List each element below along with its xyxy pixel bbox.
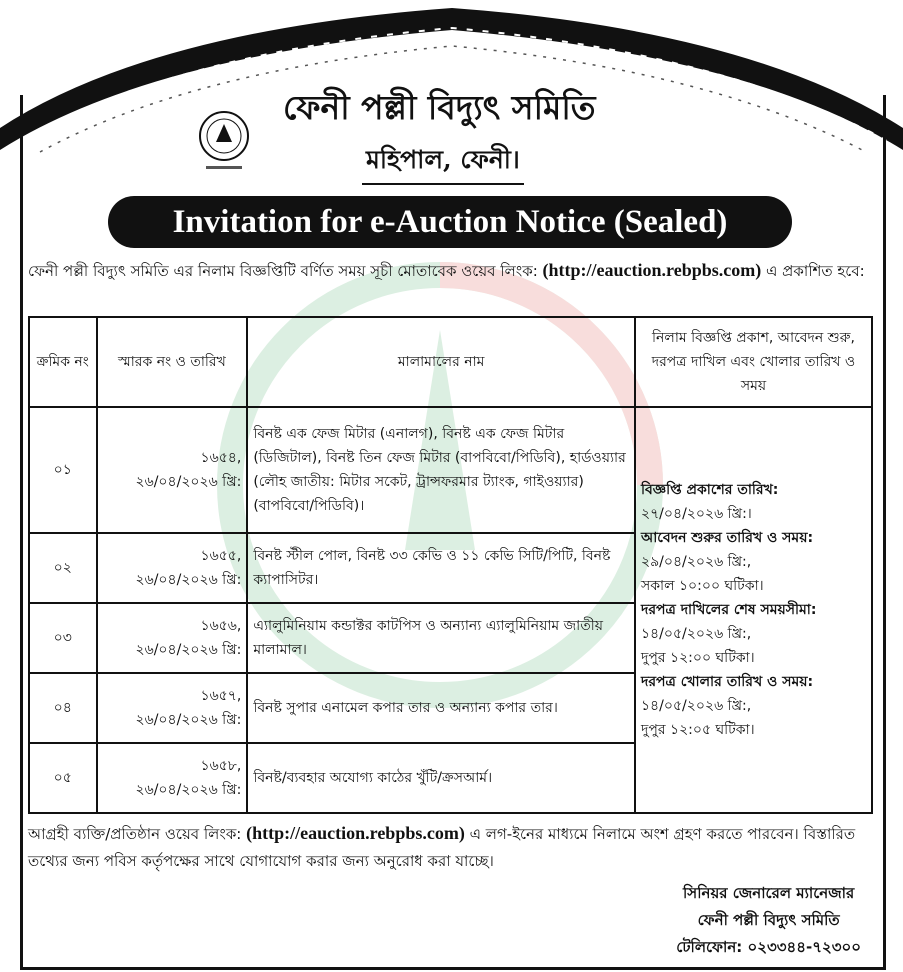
memo-date: ২৬/০৪/২০২৬ খ্রি: bbox=[135, 572, 242, 588]
apply-date: ২৯/০৪/২০২৬ খ্রি:, bbox=[640, 554, 752, 570]
auction-table bbox=[28, 316, 873, 814]
memo-date: ২৬/০৪/২০২৬ খ্রি: bbox=[135, 782, 242, 798]
open-date: ১৪/০৫/২০২৬ খ্রি:, bbox=[640, 698, 752, 714]
publish-date: ২৭/০৪/২০২৬ খ্রি:। bbox=[640, 506, 752, 522]
submit-date: ১৪/০৫/২০২৬ খ্রি:, bbox=[640, 626, 752, 642]
row-memo bbox=[97, 743, 248, 813]
row-memo bbox=[97, 603, 248, 673]
table-header-row bbox=[29, 317, 872, 407]
open-label: দরপত্র খোলার তারিখ ও সময়: bbox=[640, 674, 814, 690]
org-location: মহিপাল, ফেনী। bbox=[362, 140, 524, 185]
seal-logo bbox=[196, 108, 252, 174]
org-title: ফেনী পল্লী বিদ্যুৎ সমিতি bbox=[283, 88, 596, 127]
header-serial: ক্রমিক নং bbox=[29, 317, 97, 407]
notice-banner: Invitation for e-Auction Notice (Sealed) bbox=[108, 196, 792, 248]
row-memo bbox=[97, 533, 248, 603]
memo-date: ২৬/০৪/২০২৬ খ্রি: bbox=[135, 474, 242, 490]
row-serial: ০১ bbox=[29, 407, 97, 533]
memo-no: ১৬৫৬, bbox=[200, 618, 242, 634]
signature-title: সিনিয়র জেনারেল ম্যানেজার bbox=[683, 884, 855, 902]
memo-date: ২৬/০৪/২০২৬ খ্রি: bbox=[135, 642, 242, 658]
row-items: বিনষ্ট সুপার এনামেল কপার তার ও অন্যান্য কপার তার। bbox=[247, 673, 635, 743]
open-time: দুপুর ১২:০৫ ঘটিকা। bbox=[640, 722, 755, 738]
table-row bbox=[29, 407, 872, 533]
row-memo bbox=[97, 407, 248, 533]
auction-link[interactable]: (http://eauction.rebpbs.com) bbox=[542, 260, 762, 280]
memo-date: ২৬/০৪/২০২৬ খ্রি: bbox=[135, 712, 242, 728]
apply-time: সকাল ১০:০০ ঘটিকা। bbox=[640, 578, 764, 594]
row-serial: ০৫ bbox=[29, 743, 97, 813]
footer-paragraph bbox=[28, 820, 878, 875]
memo-no: ১৬৫৪, bbox=[200, 450, 242, 466]
header-items: মালামালের নাম bbox=[247, 317, 635, 407]
row-items: এ্যালুমিনিয়াম কন্ডাক্টর কাটপিস ও অন্যান্য এ্যালুমিনিয়াম জাতীয় মালামাল। bbox=[247, 603, 635, 673]
row-memo bbox=[97, 673, 248, 743]
footer-text: আগ্রহী ব্যক্তি/প্রতিষ্ঠান ওয়েব লিংক: bbox=[28, 825, 242, 843]
intro-text-after: এ প্রকাশিত হবে: bbox=[766, 262, 865, 280]
row-serial: ০৪ bbox=[29, 673, 97, 743]
header-memo: স্মারক নং ও তারিখ bbox=[97, 317, 248, 407]
apply-label: আবেদন শুরুর তারিখ ও সময়: bbox=[640, 530, 814, 546]
intro-paragraph bbox=[28, 258, 880, 284]
row-serial: ০২ bbox=[29, 533, 97, 603]
publish-label: বিজ্ঞপ্তি প্রকাশের তারিখ: bbox=[640, 482, 779, 498]
footer-auction-link[interactable]: (http://eauction.rebpbs.com) bbox=[246, 823, 465, 843]
memo-no: ১৬৫৮, bbox=[200, 758, 242, 774]
submit-time: দুপুর ১২:০০ ঘটিকা। bbox=[640, 650, 755, 666]
signature-block bbox=[676, 880, 861, 961]
signature-phone: টেলিফোন: ০২৩৩৪৪-৭২৩০০ bbox=[676, 938, 861, 956]
submit-label: দরপত্র দাখিলের শেষ সময়সীমা: bbox=[640, 602, 817, 618]
memo-no: ১৬৫৫, bbox=[200, 548, 242, 564]
header-schedule: নিলাম বিজ্ঞপ্তি প্রকাশ, আবেদন শুরু, দরপত্র দাখিল এবং খোলার তারিখ ও সময় bbox=[635, 317, 872, 407]
row-items: বিনষ্ট/ব্যবহার অযোগ্য কাঠের খুঁটি/ক্রসআর্ম। bbox=[247, 743, 635, 813]
footer-text-after: এ লগ-ইনের মাধ্যমে নিলামে অংশ গ্রহণ করতে পারবেন। বিস্তারিত তথ্যের জন্য পবিস কর্তৃপক্ষের সাথে যোগাযোগ করার জন্য অনুরোধ করা যাচ্ছে। bbox=[28, 825, 856, 870]
row-serial: ০৩ bbox=[29, 603, 97, 673]
signature-org: ফেনী পল্লী বিদ্যুৎ সমিতি bbox=[697, 911, 840, 929]
row-items: বিনষ্ট এক ফেজ মিটার (এনালগ), বিনষ্ট এক ফেজ মিটার (ডিজিটাল), বিনষ্ট তিন ফেজ মিটার (বাপবিবো/পিডিবি), হার্ডওয়্যার (লৌহ জাতীয়: মিটার সকেট, ট্রান্সফরমার ট্যাংক, গাইওয়্যার) (বাপবিবো/পিডিবি)। bbox=[247, 407, 635, 533]
row-items: বিনষ্ট স্টীল পোল, বিনষ্ট ৩৩ কেভি ও ১১ কেভি সিটি/পিটি, বিনষ্ট ক্যাপাসিটর। bbox=[247, 533, 635, 603]
memo-no: ১৬৫৭, bbox=[200, 688, 242, 704]
intro-text: ফেনী পল্লী বিদ্যুৎ সমিতি এর নিলাম বিজ্ঞপ্তিটি বর্ণিত সময় সূচী মোতাবেক ওয়েব লিংক: bbox=[28, 262, 538, 280]
schedule-cell bbox=[635, 407, 872, 813]
